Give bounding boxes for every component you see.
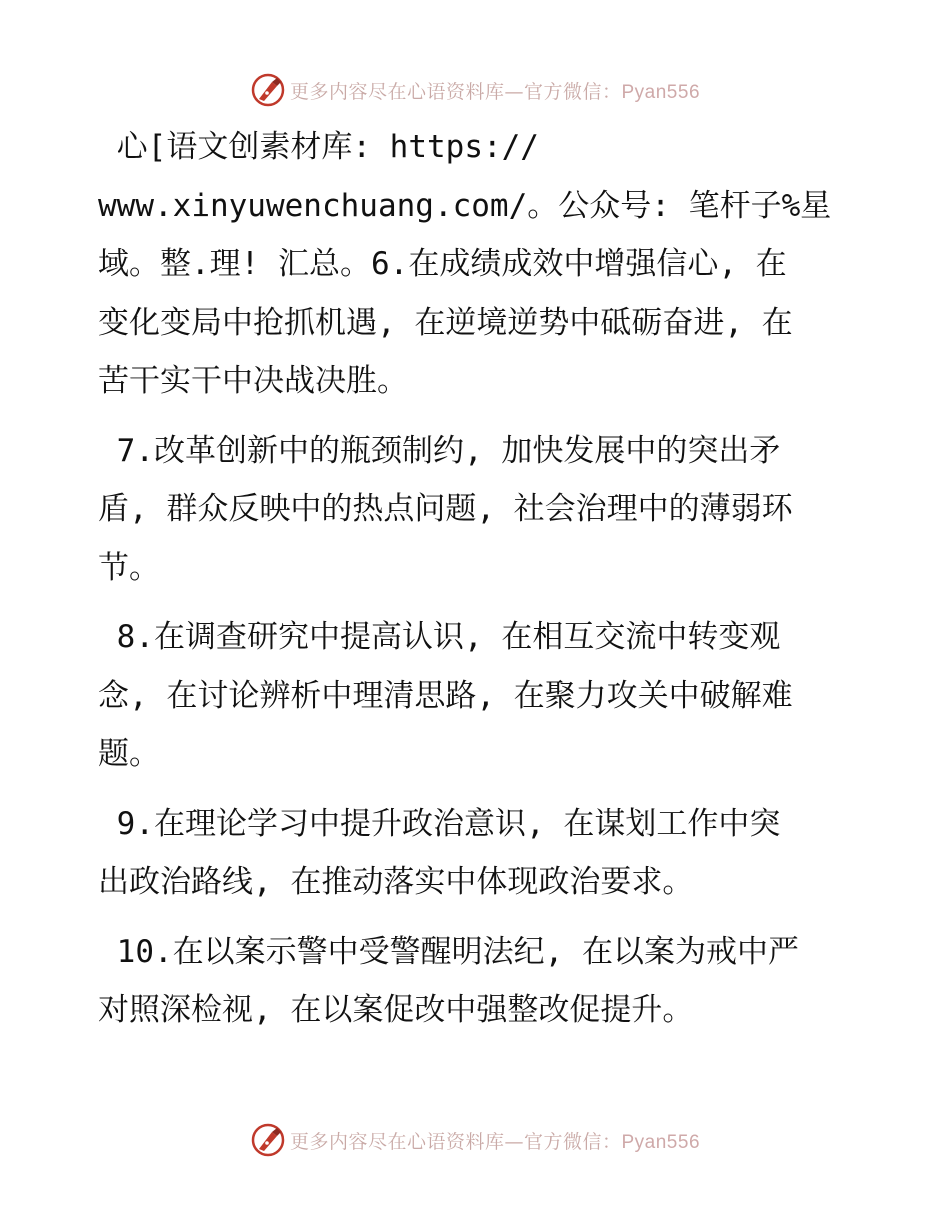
pen-nib-logo-icon [250,1122,286,1158]
paragraph-4: 9.在理论学习中提升政治意识, 在谋划工作中突 出政治路线, 在推动落实中体现政治要求。 [98,805,781,900]
document-body [98,118,858,1051]
footer-banner [0,1118,950,1162]
paragraph-3: 8.在调查研究中提高认识, 在相互交流中转变观 念, 在讨论辨析中理清思路, 在聚力攻关中破解难 题。 [98,619,793,772]
header-banner [0,68,950,112]
footer-wechat-id: Pyan556 [621,1131,701,1153]
paragraph-2: 7.改革创新中的瓶颈制约, 加快发展中的突出矛 盾, 群众反映中的热点问题, 社会治理中的薄弱环 节。 [98,432,793,586]
footer-promo [290,1127,700,1154]
paragraph-1: 心[语文创素材库: https:// www.xinyuwenchuang.com/。公众号: 笔杆子%星 域。整.理! 汇总。6.在成绩成效中增强信心, 在 变化变局中抢抓机遇, 在逆境逆势中砥砺奋进, 在 苦干实干中决战决胜。 [98,129,832,399]
header-wechat-id: Pyan556 [621,81,701,103]
pen-nib-logo-icon [250,72,286,108]
paragraph-5: 10.在以案示警中受警醒明法纪, 在以案为戒中严 对照深检视, 在以案促改中强整改促提升。 [98,933,799,1028]
header-promo [290,77,700,104]
header-promo-text: 更多内容尽在心语资料库—官方微信： [289,80,622,103]
footer-promo-text: 更多内容尽在心语资料库—官方微信： [289,1130,622,1153]
